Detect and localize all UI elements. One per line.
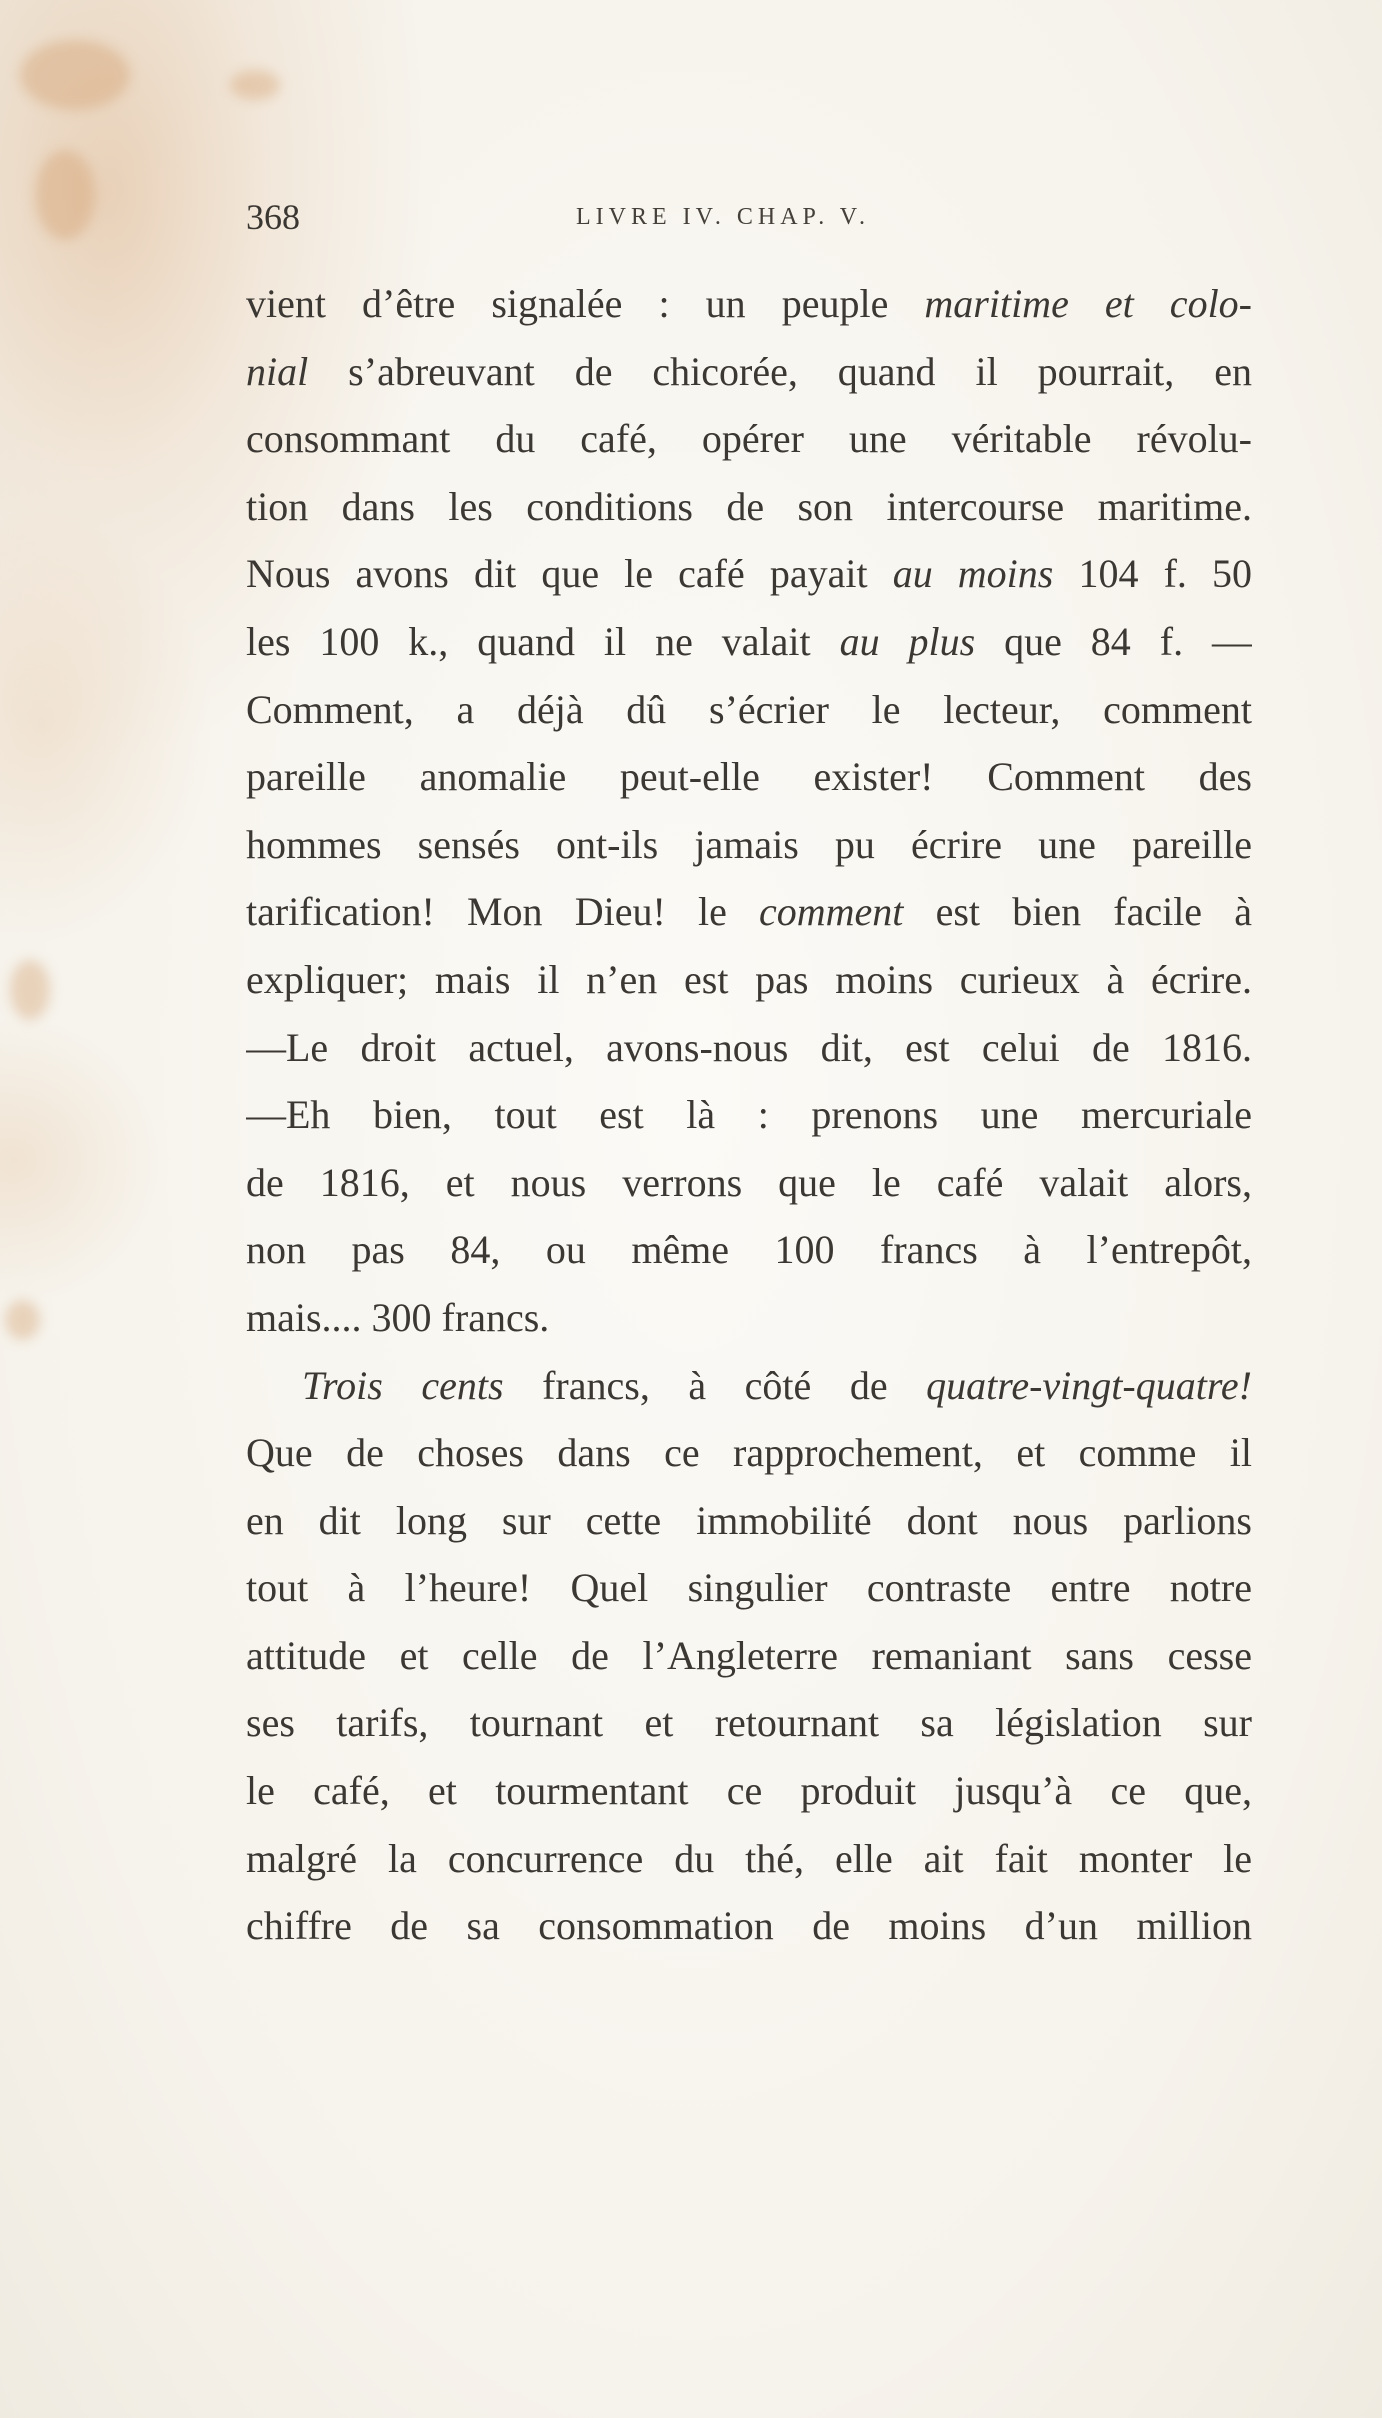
text-segment: pareille anomalie peut-elle exister! Comment des [246,754,1252,800]
italic-text: maritime et colo- [924,281,1252,326]
text-segment: —Eh bien, tout est là : prenons une mercuriale [246,1092,1252,1138]
text-line [246,676,1252,744]
text-segment: chiffre de sa consommation de moins d’un million [246,1903,1252,1949]
page-number: 368 [246,197,300,237]
text-segment: consommant du café, opérer une véritable révolu- [246,416,1252,462]
text-segment: —Le droit actuel, avons-nous dit, est celui de 1816. [246,1024,1252,1070]
foxing-stain [20,40,130,110]
italic-text: Trois cents [302,1362,504,1408]
text-line [246,743,1252,811]
text-segment: malgré la concurrence du thé, elle ait fait monter le [246,1835,1252,1881]
text-segment: expliquer; mais il n’en est pas moins curieux à écrire. [246,956,1252,1002]
text-line [246,1825,1252,1893]
text-segment: ses tarifs, tournant et retournant sa législation sur [246,1700,1252,1746]
text-line [246,1487,1252,1555]
text-segment: Nous avons dit que le café payait [246,551,893,597]
text-line [246,811,1252,879]
text-segment: en dit long sur cette immobilité dont nous parlions [246,1497,1252,1543]
text-segment: de 1816, et nous verrons que le café valait alors, [246,1159,1252,1205]
text-line [246,1419,1252,1487]
text-line [246,1622,1252,1690]
body-text [246,270,1252,1960]
foxing-stain [35,150,95,240]
running-head: LIVRE IV. CHAP. V. [576,204,871,230]
text-segment: hommes sensés ont-ils jamais pu écrire une pareille [246,821,1252,867]
text-segment: mais.... 300 francs. [246,1294,550,1340]
text-line [246,473,1252,541]
text-line [246,1149,1252,1217]
page-header [246,196,1252,244]
text-line [246,878,1252,946]
italic-text: au plus [839,618,976,664]
text-segment: le café, et tourmentant ce produit jusqu’à ce que, [246,1768,1252,1814]
text-segment: s’abreuvant de chicorée, quand il pourrait, en [308,348,1252,394]
italic-text: nial [246,348,309,394]
text-segment: Comment, a déjà dû s’écrier le lecteur, comment [246,686,1252,732]
foxing-stain [10,960,50,1020]
text-segment: francs, à côté de [503,1362,927,1408]
text-line [246,1216,1252,1284]
text-line [246,1554,1252,1622]
foxing-stain [5,1300,40,1340]
text-line [246,1689,1252,1757]
text-line [246,1284,1252,1352]
text-segment: Que de choses dans ce rapprochement, et comme il [246,1430,1252,1476]
text-line [246,1081,1252,1149]
text-line [246,946,1252,1014]
text-line [246,338,1252,406]
foxing-stain [230,70,280,100]
text-line [246,608,1252,676]
text-segment: attitude et celle de l’Angleterre remaniant sans cesse [246,1632,1252,1678]
text-segment: tarification! Mon Dieu! le [246,889,760,935]
italic-text: au moins [892,551,1054,597]
italic-text: quatre-vingt-quatre! [926,1362,1252,1408]
text-line [246,1892,1252,1960]
text-line [246,540,1252,608]
text-line [246,1014,1252,1082]
text-segment: est bien facile à [903,889,1252,935]
text-line [246,405,1252,473]
text-line [246,1757,1252,1825]
text-segment: vient d’être signalée : un peuple [246,281,925,326]
text-segment: 104 f. 50 [1053,551,1252,597]
text-segment: non pas 84, ou même 100 francs à l’entrepôt, [246,1227,1252,1273]
italic-text: comment [759,889,904,935]
text-segment: tout à l’heure! Quel singulier contraste entre notre [246,1565,1252,1611]
text-segment: les 100 k., quand il ne valait [246,618,840,664]
text-line [246,1352,1252,1420]
text-line [246,270,1252,338]
text-segment: que 84 f. — [975,618,1252,664]
text-segment: tion dans les conditions de son intercourse maritime. [246,483,1252,529]
